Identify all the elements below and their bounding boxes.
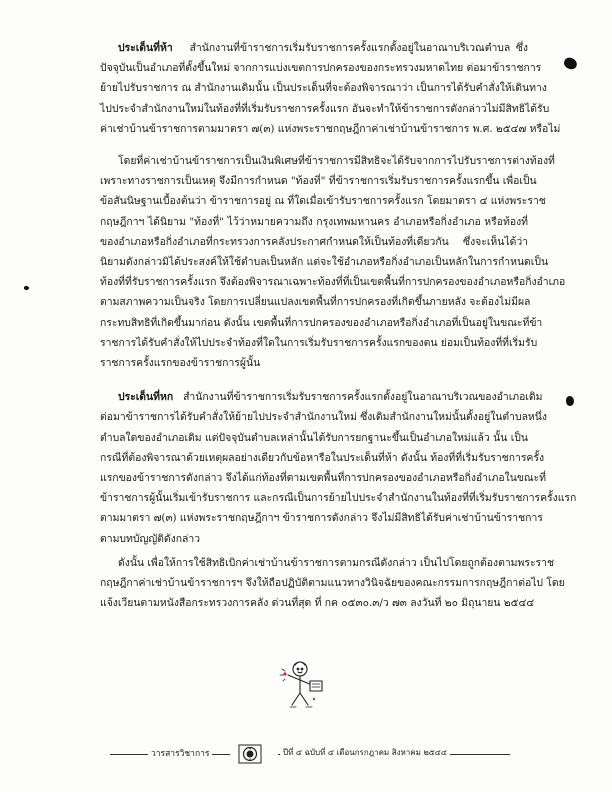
ink-blot-middle (566, 396, 574, 406)
page-footer (110, 744, 510, 764)
paragraph-line: ปัจจุบันเป็นอำเภอที่ตั้งขึ้นใหม่ จากการแบ่งเขตการปกครองของกระทรวงมหาดไทย ต่อมาข้าราชการ (100, 62, 542, 75)
paragraph-line: ประเด็นที่ห้า สำนักงานที่ข้าราชการเริ่มรับราชการครั้งแรกตั้งอยู่ในอาณาบริเวณตำบล ซึ่ง (118, 42, 528, 54)
paragraph-line: ประเด็นที่หก สำนักงานที่ข้าราชการเริ่มรับราชการครั้งแรกตั้งอยู่ในอาณาบริเวณของอำเภอเดิม (118, 391, 543, 404)
paragraph-line: ตามสภาพความเป็นจริง โดยการเปลี่ยนแปลงเขตพื้นที่การปกครองที่เกิดขึ้นภายหลัง จะต้องไม่มีผล (100, 296, 531, 309)
paragraph-conclusion (82, 553, 565, 614)
paragraph-reasoning (82, 151, 566, 373)
paragraph-line: กฤษฎีกาค่าเช่าบ้านข้าราชการฯ จึงให้ถือปฏิบัติตามแนวทางวินิจฉัยของคณะกรรมการกฤษฎีกาต่อไป โดย (100, 577, 565, 590)
paragraph-line: ย้ายไปรับราชการ ณ สำนักงานเดิมนั้น เป็นประเด็นที่จะต้องพิจารณาว่า เป็นการได้รับคำสั่งให้เดินทาง (100, 82, 547, 95)
paragraph-line: ท้องที่ที่รับราชการครั้งแรก จึงต้องพิจารณาเฉพาะท้องที่ที่เป็นเขตพื้นที่การปกครองของอำเภอหรือกิ่งอำเภอ (100, 276, 566, 289)
paragraph-issue-six (82, 387, 577, 549)
paragraph-line: ไปประจำสำนักงานใหม่ในท้องที่ที่เริ่มรับราชการครั้งแรก อันจะทำให้ข้าราชการดังกล่าวไม่มีสิทธิได้รับ (100, 102, 550, 115)
footer-journal-title: วารสารวิชาการ (148, 746, 212, 760)
paragraph-line: ตามมาตรา ๗(๓) แห่งพระราชกฤษฎีกาฯ ข้าราชการดังกล่าว จึงไม่มีสิทธิได้รับค่าเช่าบ้านข้าราชการ (100, 512, 543, 525)
paragraph-line: กรณีที่ต้องพิจารณาด้วยเหตุผลอย่างเดียวกับข้อหารือในประเด็นที่ห้า ดังนั้น ท้องที่ที่เริ่มรับราชการครั้ง (100, 451, 545, 464)
paragraph-line: ค่าเช่าบ้านข้าราชการตามมาตรา ๗(๓) แห่งพระราชกฤษฎีกาค่าเช่าบ้านข้าราชการ พ.ศ. ๒๕๔๗ หรือไม่ (100, 122, 561, 135)
paragraph-line: แจ้งเวียนตามหนังสือกระทรวงการคลัง ด่วนที่สุด ที่ กค ๐๕๓๐.๓/ว ๗๓ ลงวันที่ ๒๐ มิถุนายน ๒๕๔๔ (100, 597, 535, 610)
ink-speck-left (24, 286, 29, 290)
document-body (82, 38, 577, 613)
journal-emblem-icon (238, 744, 262, 764)
paragraph-line: ของอำเภอหรือกิ่งอำเภอที่กระทรวงการคลังประกาศกำหนดให้เป็นท้องที่เดียวกัน ซึ่งจะเห็นได้ว่า (100, 235, 528, 248)
paragraph-line: ตำบลใดของอำเภอเดิม แต่ปัจจุบันตำบลเหล่านั้นได้รับการยกฐานะขึ้นเป็นอำเภอใหม่แล้ว นั้น เป็น (100, 431, 528, 444)
paragraph-heading: ประเด็นที่หก (118, 391, 174, 404)
paragraph-line: โดยที่ค่าเช่าบ้านข้าราชการเป็นเงินพิเศษที่ข้าราชการมีสิทธิจะได้รับจากการไปรับราชการต่างท้องที่ (118, 155, 555, 168)
paragraph-heading: ประเด็นที่ห้า (118, 42, 173, 54)
footer-issue-info: ปีที่ ๔ ฉบับที่ ๔ เดือนกรกฎาคม สิงหาคม ๒๕๔๔ (280, 746, 450, 759)
paragraph-line: ราชการครั้งแรกของข้าราชการผู้นั้น (100, 357, 261, 370)
paragraph-line: กฤษฎีกาฯ ได้นิยาม "ท้องที่" ไว้ว่าหมายความถึง กรุงเทพมหานคร อำเภอหรือกิ่งอำเภอ หรือท้องที่ (100, 215, 528, 228)
paragraph-line: ต่อมาข้าราชการได้รับคำสั่งให้ย้ายไปประจำสำนักงานใหม่ ซึ่งเดิมสำนักงานใหม่นั้นตั้งอยู่ในตำบลหนึ่ง (100, 411, 547, 424)
paragraph-line: ข้อสันนิษฐานเบื้องต้นว่า ข้าราชการอยู่ ณ ที่ใดเมื่อเข้ารับราชการครั้งแรก โดยมาตรา ๔ แห่งพระราช (100, 195, 546, 208)
cartoon-figure-icon (270, 655, 330, 713)
paragraph-line: แรกของข้าราชการดังกล่าว จึงได้แก่ท้องที่ตามเขตพื้นที่การปกครองของอำเภอหรือกิ่งอำเภอในขณะที่ (100, 472, 546, 485)
ink-blot-top (563, 56, 579, 71)
paragraph-issue-five (82, 38, 561, 139)
paragraph-line: เพราะทางราชการเป็นเหตุ จึงมีการกำหนด "ท้องที่" ที่ข้าราชการเริ่มรับราชการครั้งแรกขึ้น เพื่อเป็น (100, 175, 537, 188)
paragraph-line: ตามบทบัญญัติดังกล่าว (100, 532, 201, 545)
paragraph-line: ราชการได้รับคำสั่งให้ไปประจำท้องที่ใดในการเริ่มรับราชการครั้งแรกของตน ย่อมเป็นท้องที่ที่เริ่มรับ (100, 336, 538, 349)
paragraph-line: นิยามดังกล่าวมิได้ประสงค์ให้ใช้ตำบลเป็นหลัก แต่จะใช้อำเภอหรือกิ่งอำเภอเป็นหลักในการกำหนดเป็น (100, 256, 549, 269)
paragraph-line: กระทบสิทธิที่เกิดขึ้นมาก่อน ดังนั้น เขตพื้นที่การปกครองของอำเภอหรือกิ่งอำเภอที่เป็นอยู่ในขณะที่ข้า (100, 316, 543, 329)
paragraph-line: ข้าราชการผู้นั้นเริ่มเข้ารับราชการ และกรณีเป็นการย้ายไปประจำสำนักงานในท้องที่ที่เริ่มรับราชการครั้งแรก (100, 492, 577, 505)
paragraph-line: ดังนั้น เพื่อให้การใช้สิทธิเบิกค่าเช่าบ้านข้าราชการตามกรณีดังกล่าว เป็นไปโดยถูกต้องตามพระราช (118, 556, 555, 569)
